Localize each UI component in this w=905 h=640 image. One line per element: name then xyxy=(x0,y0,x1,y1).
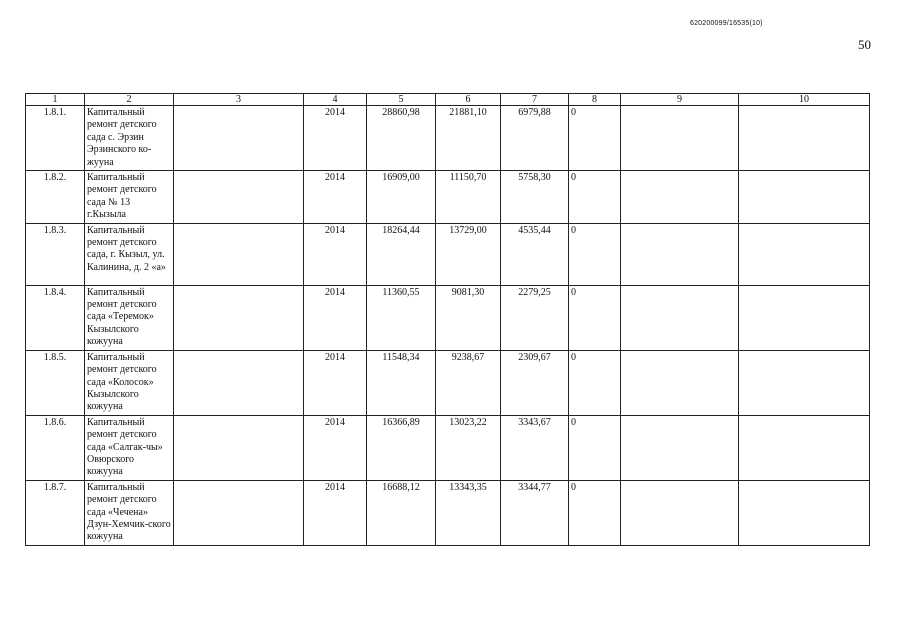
cell-v9 xyxy=(621,350,739,415)
cell-v8: 0 xyxy=(569,480,621,545)
column-header: 10 xyxy=(739,94,870,106)
cell-v6: 9238,67 xyxy=(436,350,501,415)
cell-year: 2014 xyxy=(304,415,367,480)
cell-num: 1.8.4. xyxy=(26,285,85,350)
cell-num: 1.8.5. xyxy=(26,350,85,415)
column-header: 6 xyxy=(436,94,501,106)
column-header: 3 xyxy=(174,94,304,106)
cell-year: 2014 xyxy=(304,223,367,285)
cell-v7: 5758,30 xyxy=(501,171,569,224)
table-body xyxy=(26,106,870,546)
cell-v7: 4535,44 xyxy=(501,223,569,285)
column-header: 2 xyxy=(85,94,174,106)
cell-v5: 16366,89 xyxy=(367,415,436,480)
table-row xyxy=(26,106,870,171)
cell-v7: 6979,88 xyxy=(501,106,569,171)
cell-v5: 11548,34 xyxy=(367,350,436,415)
cell-v10 xyxy=(739,223,870,285)
cell-name: Капитальный ремонт детского сада с. Эрзин Эрзинского ко-жууна xyxy=(85,106,174,171)
table-row xyxy=(26,415,870,480)
cell-year: 2014 xyxy=(304,480,367,545)
cell-num: 1.8.2. xyxy=(26,171,85,224)
column-header: 8 xyxy=(569,94,621,106)
cell-v5: 16688,12 xyxy=(367,480,436,545)
cell-v9 xyxy=(621,480,739,545)
column-header: 5 xyxy=(367,94,436,106)
cell-name: Капитальный ремонт детского сада «Теремок» Кызылского кожууна xyxy=(85,285,174,350)
table-row xyxy=(26,480,870,545)
cell-v10 xyxy=(739,106,870,171)
cell-v9 xyxy=(621,285,739,350)
cell-v8: 0 xyxy=(569,106,621,171)
cell-v8: 0 xyxy=(569,350,621,415)
cell-num: 1.8.7. xyxy=(26,480,85,545)
cell-v10 xyxy=(739,480,870,545)
cell-v7: 2279,25 xyxy=(501,285,569,350)
cell-v5: 28860,98 xyxy=(367,106,436,171)
cell-year: 2014 xyxy=(304,350,367,415)
cell-v9 xyxy=(621,106,739,171)
column-3-cell xyxy=(174,480,304,545)
cell-v10 xyxy=(739,350,870,415)
cell-v7: 2309,67 xyxy=(501,350,569,415)
program-table xyxy=(25,93,870,546)
cell-name: Капитальный ремонт детского сада, г. Кызыл, ул. Калинина, д. 2 «а» xyxy=(85,223,174,285)
column-header: 1 xyxy=(26,94,85,106)
column-3-cell xyxy=(174,415,304,480)
cell-v10 xyxy=(739,415,870,480)
column-3-cell xyxy=(174,106,304,171)
cell-v8: 0 xyxy=(569,223,621,285)
column-3-cell xyxy=(174,223,304,285)
cell-v5: 16909,00 xyxy=(367,171,436,224)
cell-v5: 18264,44 xyxy=(367,223,436,285)
cell-year: 2014 xyxy=(304,106,367,171)
column-3-cell xyxy=(174,285,304,350)
cell-num: 1.8.3. xyxy=(26,223,85,285)
cell-v6: 11150,70 xyxy=(436,171,501,224)
cell-num: 1.8.6. xyxy=(26,415,85,480)
cell-name: Капитальный ремонт детского сада № 13 г.Кызыла xyxy=(85,171,174,224)
cell-num: 1.8.1. xyxy=(26,106,85,171)
cell-v6: 13023,22 xyxy=(436,415,501,480)
cell-v5: 11360,55 xyxy=(367,285,436,350)
cell-v9 xyxy=(621,415,739,480)
table-row xyxy=(26,223,870,285)
page-number: 50 xyxy=(858,37,871,52)
cell-v8: 0 xyxy=(569,171,621,224)
table-header xyxy=(26,94,870,106)
cell-v7: 3344,77 xyxy=(501,480,569,545)
cell-v7: 3343,67 xyxy=(501,415,569,480)
cell-v9 xyxy=(621,171,739,224)
column-3-cell xyxy=(174,171,304,224)
cell-v8: 0 xyxy=(569,415,621,480)
cell-v8: 0 xyxy=(569,285,621,350)
table-row xyxy=(26,285,870,350)
column-header: 4 xyxy=(304,94,367,106)
cell-v10 xyxy=(739,171,870,224)
cell-v6: 9081,30 xyxy=(436,285,501,350)
cell-v6: 13729,00 xyxy=(436,223,501,285)
cell-v10 xyxy=(739,285,870,350)
cell-name: Капитальный ремонт детского сада «Чечена» Дзун-Хемчик-ского кожууна xyxy=(85,480,174,545)
column-header: 9 xyxy=(621,94,739,106)
table-row xyxy=(26,171,870,224)
document-code: 620200099/16535(10) xyxy=(690,20,763,27)
cell-year: 2014 xyxy=(304,171,367,224)
cell-year: 2014 xyxy=(304,285,367,350)
header-row xyxy=(26,94,870,106)
column-header: 7 xyxy=(501,94,569,106)
cell-v6: 13343,35 xyxy=(436,480,501,545)
cell-name: Капитальный ремонт детского сада «Салгак-чы» Овюрского кожууна xyxy=(85,415,174,480)
cell-v9 xyxy=(621,223,739,285)
cell-v6: 21881,10 xyxy=(436,106,501,171)
cell-name: Капитальный ремонт детского сада «Колосок» Кызылского кожууна xyxy=(85,350,174,415)
table-row xyxy=(26,350,870,415)
column-3-cell xyxy=(174,350,304,415)
